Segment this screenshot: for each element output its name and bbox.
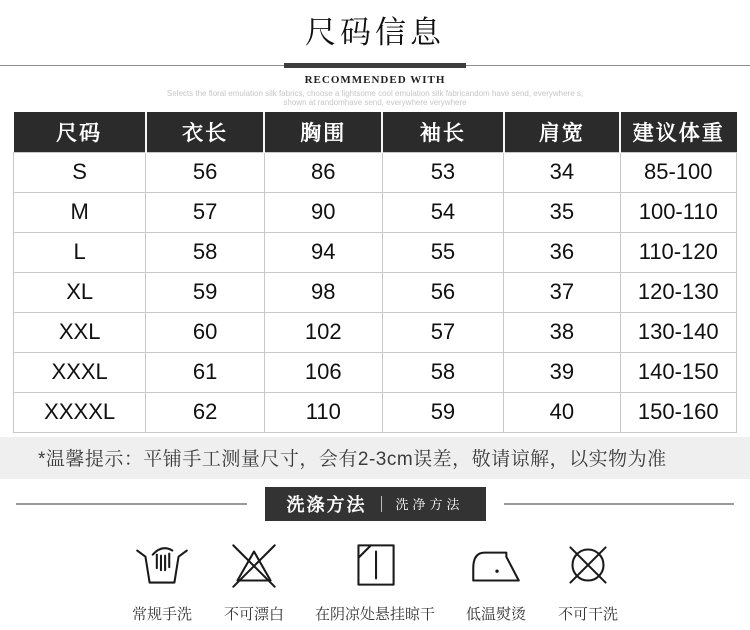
size-value-cell: 34 bbox=[504, 152, 620, 192]
size-label-cell: XXXXL bbox=[14, 392, 146, 432]
size-value-cell: 56 bbox=[146, 152, 265, 192]
size-value-cell: 100-110 bbox=[620, 192, 736, 232]
low-temp-iron-icon bbox=[465, 537, 527, 593]
wash-badge-main-label: 洗涤方法 bbox=[286, 494, 367, 515]
table-row bbox=[14, 232, 737, 272]
size-value-cell: 85-100 bbox=[620, 152, 736, 192]
size-value-cell: 59 bbox=[146, 272, 265, 312]
size-value-cell: 59 bbox=[382, 392, 503, 432]
size-value-cell: 94 bbox=[264, 232, 382, 272]
size-value-cell: 150-160 bbox=[620, 392, 736, 432]
size-value-cell: 62 bbox=[146, 392, 265, 432]
care-item-no-bleach bbox=[223, 537, 285, 624]
size-value-cell: 110-120 bbox=[620, 232, 736, 272]
table-row bbox=[14, 272, 737, 312]
table-row bbox=[14, 312, 737, 352]
subtitle-english bbox=[0, 89, 750, 107]
wash-badge-divider bbox=[381, 496, 382, 512]
wash-method-header bbox=[0, 487, 750, 521]
size-label-cell: XXXL bbox=[14, 352, 146, 392]
size-value-cell: 90 bbox=[264, 192, 382, 232]
size-value-cell: 55 bbox=[382, 232, 503, 272]
size-value-cell: 40 bbox=[504, 392, 620, 432]
size-label-cell: XL bbox=[14, 272, 146, 312]
size-table-body bbox=[14, 152, 737, 432]
table-row bbox=[14, 192, 737, 232]
care-item-no-dry-clean bbox=[557, 537, 619, 624]
size-value-cell: 140-150 bbox=[620, 352, 736, 392]
wash-left-line bbox=[16, 503, 247, 505]
size-table-header bbox=[14, 112, 737, 152]
size-value-cell: 130-140 bbox=[620, 312, 736, 352]
care-label: 不可干洗 bbox=[557, 605, 618, 623]
size-value-cell: 36 bbox=[504, 232, 620, 272]
size-label-cell: M bbox=[14, 192, 146, 232]
care-item-hang-dry-shade bbox=[315, 537, 435, 624]
care-label: 在阴凉处悬挂晾干 bbox=[314, 605, 435, 623]
size-value-cell: 57 bbox=[382, 312, 503, 352]
care-instructions-row bbox=[0, 537, 750, 624]
wash-badge-sub-label: 洗净方法 bbox=[395, 497, 464, 512]
size-value-cell: 56 bbox=[382, 272, 503, 312]
size-value-cell: 58 bbox=[146, 232, 265, 272]
care-item-low-temp-iron bbox=[465, 537, 527, 624]
column-header: 衣长 bbox=[146, 112, 265, 152]
size-value-cell: 86 bbox=[264, 152, 382, 192]
care-label: 不可漂白 bbox=[223, 605, 284, 623]
table-row bbox=[14, 352, 737, 392]
care-label: 低温熨烫 bbox=[465, 605, 526, 623]
size-value-cell: 106 bbox=[264, 352, 382, 392]
size-table bbox=[13, 112, 737, 433]
column-header: 袖长 bbox=[382, 112, 503, 152]
divider-thick-line bbox=[284, 63, 466, 68]
size-value-cell: 60 bbox=[146, 312, 265, 352]
no-bleach-icon bbox=[223, 537, 285, 593]
wash-right-line bbox=[504, 503, 735, 505]
size-value-cell: 102 bbox=[264, 312, 382, 352]
page-title: 尺码信息 bbox=[305, 15, 445, 50]
table-row bbox=[14, 392, 737, 432]
size-value-cell: 110 bbox=[264, 392, 382, 432]
hang-dry-shade-icon bbox=[344, 537, 406, 593]
measurement-note: *温馨提示：平铺手工测量尺寸，会有2-3cm误差，敬请谅解，以实物为准 bbox=[0, 437, 750, 479]
care-label: 常规手洗 bbox=[131, 605, 192, 623]
subtitle-line-2: shown at randomhave send, everywhere verywhere bbox=[283, 98, 467, 107]
size-label-cell: S bbox=[14, 152, 146, 192]
title-divider bbox=[0, 63, 750, 68]
recommended-with-label: RECOMMENDED WITH bbox=[304, 74, 446, 86]
table-row bbox=[14, 152, 737, 192]
size-value-cell: 38 bbox=[504, 312, 620, 352]
size-value-cell: 39 bbox=[504, 352, 620, 392]
size-value-cell: 54 bbox=[382, 192, 503, 232]
subtitle-line-1: Selects the floral emulation silk fabrics, choose a lightsome cool emulation silk fabricandom have send, everywhere s, bbox=[166, 89, 584, 98]
column-header: 建议体重 bbox=[620, 112, 736, 152]
column-header: 尺码 bbox=[14, 112, 146, 152]
size-value-cell: 53 bbox=[382, 152, 503, 192]
size-value-cell: 61 bbox=[146, 352, 265, 392]
no-dry-clean-icon bbox=[557, 537, 619, 593]
hand-wash-icon bbox=[131, 537, 193, 593]
column-header: 肩宽 bbox=[504, 112, 620, 152]
care-item-hand-wash bbox=[131, 537, 193, 624]
column-header: 胸围 bbox=[264, 112, 382, 152]
size-value-cell: 35 bbox=[504, 192, 620, 232]
size-value-cell: 120-130 bbox=[620, 272, 736, 312]
wash-method-badge bbox=[265, 487, 486, 521]
size-label-cell: XXL bbox=[14, 312, 146, 352]
size-value-cell: 57 bbox=[146, 192, 265, 232]
size-value-cell: 98 bbox=[264, 272, 382, 312]
size-label-cell: L bbox=[14, 232, 146, 272]
size-value-cell: 37 bbox=[504, 272, 620, 312]
size-value-cell: 58 bbox=[382, 352, 503, 392]
